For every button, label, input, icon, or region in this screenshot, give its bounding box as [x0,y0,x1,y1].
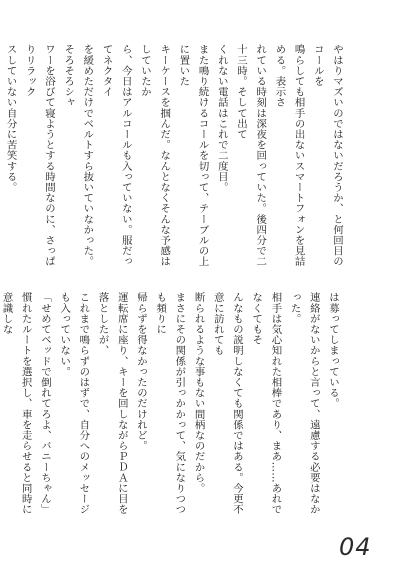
text-line: 断られるような事もない間柄なのだから。 [192,292,205,494]
text-line: んなもの説明しなくても関係ではある。今更不意に訪れても [211,292,243,515]
page-number: 04 [339,533,372,561]
text-line: 「せめてベッドで倒れてろよ、バニーちゃん」 [38,292,51,515]
text-line: これまで鳴らずのはずで、自分へのメッセージも入っていない。 [58,292,90,515]
text-line: 連絡がないからと言って、遠慮する必要はなかった。 [288,292,320,515]
text-line: スしていない自分に苦笑する。 [4,44,17,193]
text-block-bottom [0,292,342,524]
text-line: ら、今日はアルコールも入っていない。服だってネクタイ [100,44,132,267]
text-line: 帰らずを得なかったのだけれど。 [134,292,147,451]
text-line: 鳴らしても相手の出ないスマートフォンを見詰める。表示さ [273,44,305,267]
text-line: くれない電話はこれで二度目。 [215,44,228,193]
text-line: は募ってしまっている。 [327,292,339,409]
text-line: 相手は気心知れた相棒であり、まあ……あれでなくてもそ [250,292,282,515]
text-line: まさにその関係が引っかかって、気になりつつも頻りに [154,292,186,515]
text-line: やはりマズいのではないだろうか、と何回目のコールを [311,44,343,267]
text-line: また鳴り続けるコールを切って、テーブルの上に置いた [177,44,209,267]
text-block-top [4,44,346,276]
text-line: キーケースを掴んだ。なんとなくそんな予感はしていたか [138,44,171,267]
text-line: 慣れたルートを選択し、車を走らせると同時に意識しな [0,292,32,515]
text-line: れている時刻は深夜を回っていた。後四分で二十三時。そして出て [234,44,267,267]
text-line: を緩めただけでベルトすら抜いていなかった。そろそろシャ [62,44,94,267]
text-line: 運転席に座り、キーを回しながらＰＤＡに目を落としたが、 [96,292,128,515]
text-line: ワーを浴びて寝ようとする時間なのに、さっぱりリラック [23,44,55,267]
